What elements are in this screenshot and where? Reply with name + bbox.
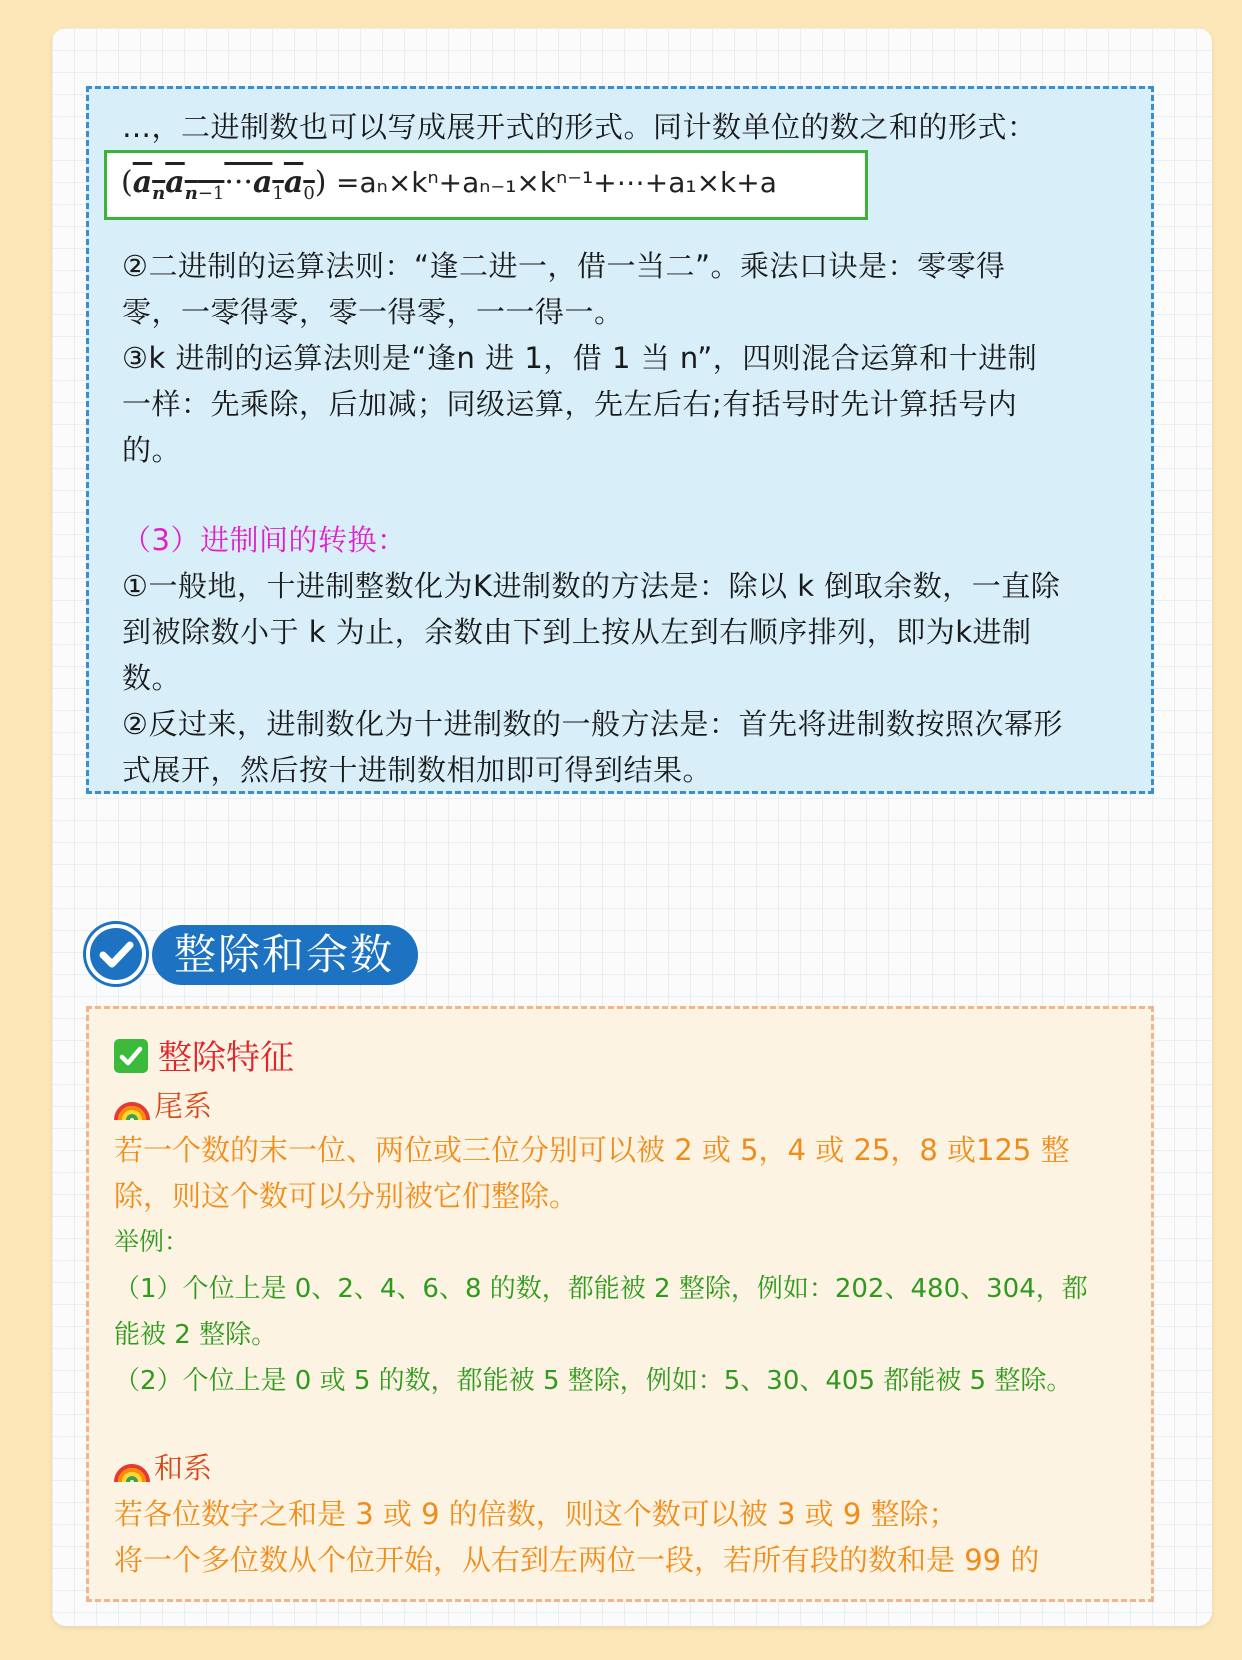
text-line: 数。: [122, 661, 182, 695]
text-line: ①一般地，十进制整数化为K进制数的方法是：除以 k 倒取余数，一直除: [122, 569, 1061, 603]
rainbow-icon: [114, 1088, 150, 1122]
text-line: 零，一零得零，零一得零，一一得一。: [122, 295, 624, 329]
text-line: （1）个位上是 0、2、4、6、8 的数，都能被 2 整除，例如：202、480、304，都: [114, 1274, 1088, 1304]
text-line: 将一个多位数从个位开始，从右到左两位一段，若所有段的数和是 99 的: [114, 1543, 1040, 1577]
text-line: 能被 2 整除。: [114, 1320, 278, 1350]
text-line: ②二进制的运算法则：“逢二进一，借一当二”。乘法口诀是：零零得: [122, 249, 1006, 283]
text-line: …，二进制数也可以写成展开式的形式。同计数单位的数之和的形式：: [122, 110, 1037, 144]
subheading-tail: [114, 1084, 212, 1125]
text-line: 一样：先乘除，后加减；同级运算，先左后右;有括号时先计算括号内: [122, 387, 1018, 421]
subheading-text: 和系: [154, 1451, 213, 1485]
text-line: 到被除数小于 k 为止，余数由下到上按从左到右顺序排列，即为k进制: [122, 615, 1032, 649]
text-line: （2）个位上是 0 或 5 的数，都能被 5 整除，例如：5、30、405 都能被 5 整除。: [114, 1366, 1073, 1396]
subheading-sum: [114, 1446, 212, 1487]
text-line: ③k 进制的运算法则是“逢n 进 1，借 1 当 n”，四则混合运算和十进制: [122, 341, 1038, 375]
text-line: 式展开，然后按十进制数相加即可得到结果。: [122, 753, 713, 787]
conversion-heading: （3）进制间的转换：: [122, 523, 407, 557]
check-box-icon: [114, 1039, 148, 1073]
formula-rhs: =aₙ×kⁿ+aₙ₋₁×kⁿ⁻¹+⋯+a₁×k+a: [336, 166, 777, 199]
section-title: 整除和余数: [152, 925, 418, 985]
text-line: 若一个数的末一位、两位或三位分别可以被 2 或 5，4 或 25，8 或125 整: [114, 1133, 1070, 1167]
check-circle-icon: [86, 924, 146, 984]
divisibility-heading: [114, 1030, 294, 1079]
text-line: 若各位数字之和是 3 或 9 的倍数，则这个数可以被 3 或 9 整除；: [114, 1497, 958, 1531]
text-line: 的。: [122, 433, 182, 467]
heading-text: 整除特征: [158, 1038, 294, 1078]
rainbow-icon: [114, 1450, 150, 1484]
subheading-text: 尾系: [154, 1089, 213, 1123]
formula-box: [104, 150, 868, 220]
expansion-formula: $(a_na_{n-1}\cdot\cdot\cdot a_1a_0)$ =aₙ×kⁿ+aₙ₋₁×kⁿ⁻¹+⋯+a₁×k+a: [121, 165, 777, 204]
text-line: 除，则这个数可以分别被它们整除。: [114, 1179, 579, 1213]
example-label: 举例：: [114, 1227, 190, 1256]
text-line: ②反过来，进制数化为十进制数的一般方法是：首先将进制数按照次幂形: [122, 707, 1063, 741]
